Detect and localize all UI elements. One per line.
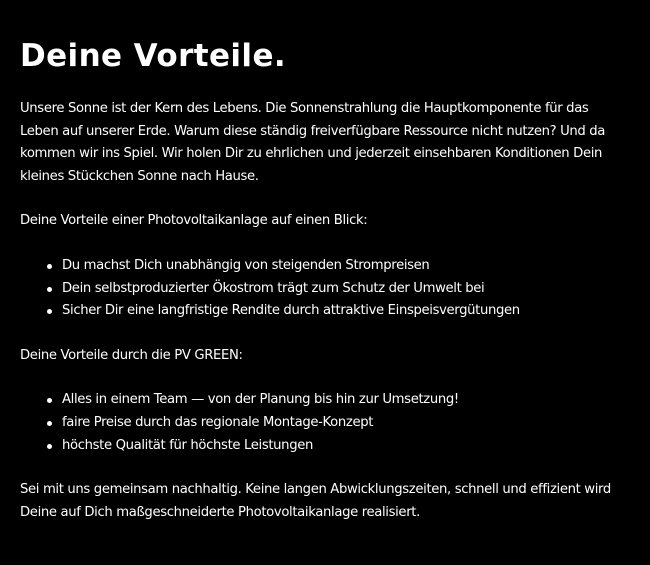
section1-list bbox=[20, 255, 630, 323]
section1-lead: Deine Vorteile einer Photovoltaikanlage auf einen Blick: bbox=[20, 213, 368, 229]
list-item: Alles in einem Team — von der Planung bis hin zur Umsetzung! bbox=[62, 389, 630, 412]
list-item: höchste Qualität für höchste Leistungen bbox=[62, 435, 630, 458]
section2-list bbox=[20, 389, 630, 457]
list-item: Sicher Dir eine langfristige Rendite durch attraktive Einspeisvergütungen bbox=[62, 300, 630, 323]
section2-lead: Deine Vorteile durch die PV GREEN: bbox=[20, 347, 243, 363]
list-item: Dein selbstproduzierter Ökostrom trägt zum Schutz der Umwelt bei bbox=[62, 278, 630, 301]
list-item: Du machst Dich unabhängig von steigenden Strompreisen bbox=[62, 255, 630, 278]
page-title: Deine Vorteile. bbox=[20, 38, 287, 74]
intro-paragraph: Unsere Sonne ist der Kern des Lebens. Die Sonnenstrahlung die Hauptkomponente für das Leben auf unserer Erde. Warum diese ständig freiverfügbare Ressource nicht nutzen? Und da kommen wir ins Spiel. Wir holen Dir zu ehrlichen und jederzeit einsehbaren Konditionen Dein kleines Stückchen Sonne nach Hause. bbox=[20, 101, 606, 184]
closing-paragraph: Sei mit uns gemeinsam nachhaltig. Keine langen Abwicklungszeiten, schnell und effizient wird Deine auf Dich maßgeschneiderte Photovoltaikanlage realisiert. bbox=[20, 482, 611, 520]
list-item: faire Preise durch das regionale Montage-Konzept bbox=[62, 412, 630, 435]
